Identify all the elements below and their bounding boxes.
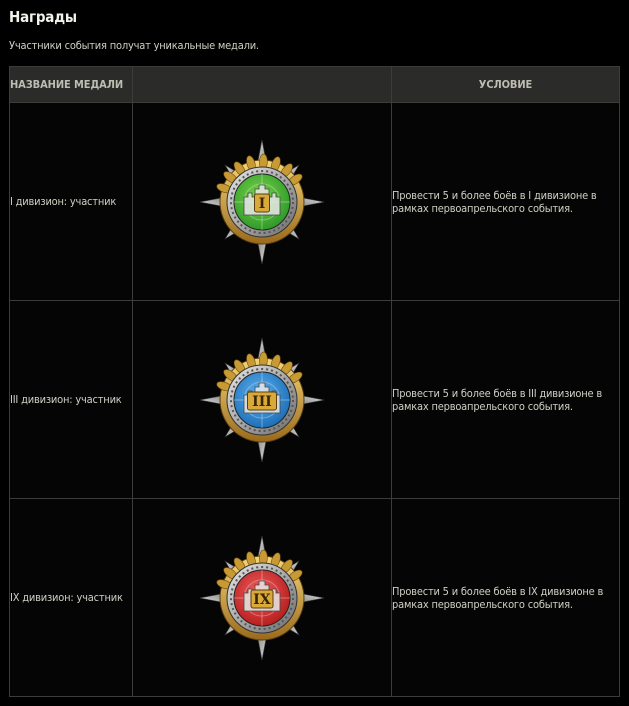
page-title: Награды — [9, 8, 77, 26]
column-header-medal — [133, 67, 392, 103]
medal-numeral: III — [252, 393, 272, 410]
medal-icon — [197, 137, 327, 267]
table-header-row — [10, 67, 620, 103]
column-header-name: НАЗВАНИЕ МЕДАЛИ — [10, 67, 133, 103]
medal-shape — [200, 140, 324, 264]
table-row — [10, 103, 620, 301]
column-header-condition: УСЛОВИЕ — [392, 67, 620, 103]
medal-icon — [197, 533, 327, 663]
medal-cell — [133, 499, 392, 697]
medal-shape — [200, 536, 324, 660]
medal-condition: Провести 5 и более боёв в III дивизионе в рамках первоапрельского события. — [392, 301, 620, 499]
table-row — [10, 499, 620, 697]
medal-condition: Провести 5 и более боёв в IX дивизионе в рамках первоапрельского события. — [392, 499, 620, 697]
table-row — [10, 301, 620, 499]
medal-numeral: IX — [253, 591, 271, 608]
medal-numeral: I — [258, 195, 266, 212]
medal-cell — [133, 301, 392, 499]
medal-condition: Провести 5 и более боёв в I дивизионе в рамках первоапрельского события. — [392, 103, 620, 301]
medal-name: I дивизион: участник — [10, 103, 133, 301]
medal-name: III дивизион: участник — [10, 301, 133, 499]
medal-shape — [200, 338, 324, 462]
medal-cell — [133, 103, 392, 301]
medal-icon — [197, 335, 327, 465]
page-subtitle: Участники события получат уникальные медали. — [9, 39, 259, 52]
medal-name: IX дивизион: участник — [10, 499, 133, 697]
rewards-table — [9, 66, 620, 697]
